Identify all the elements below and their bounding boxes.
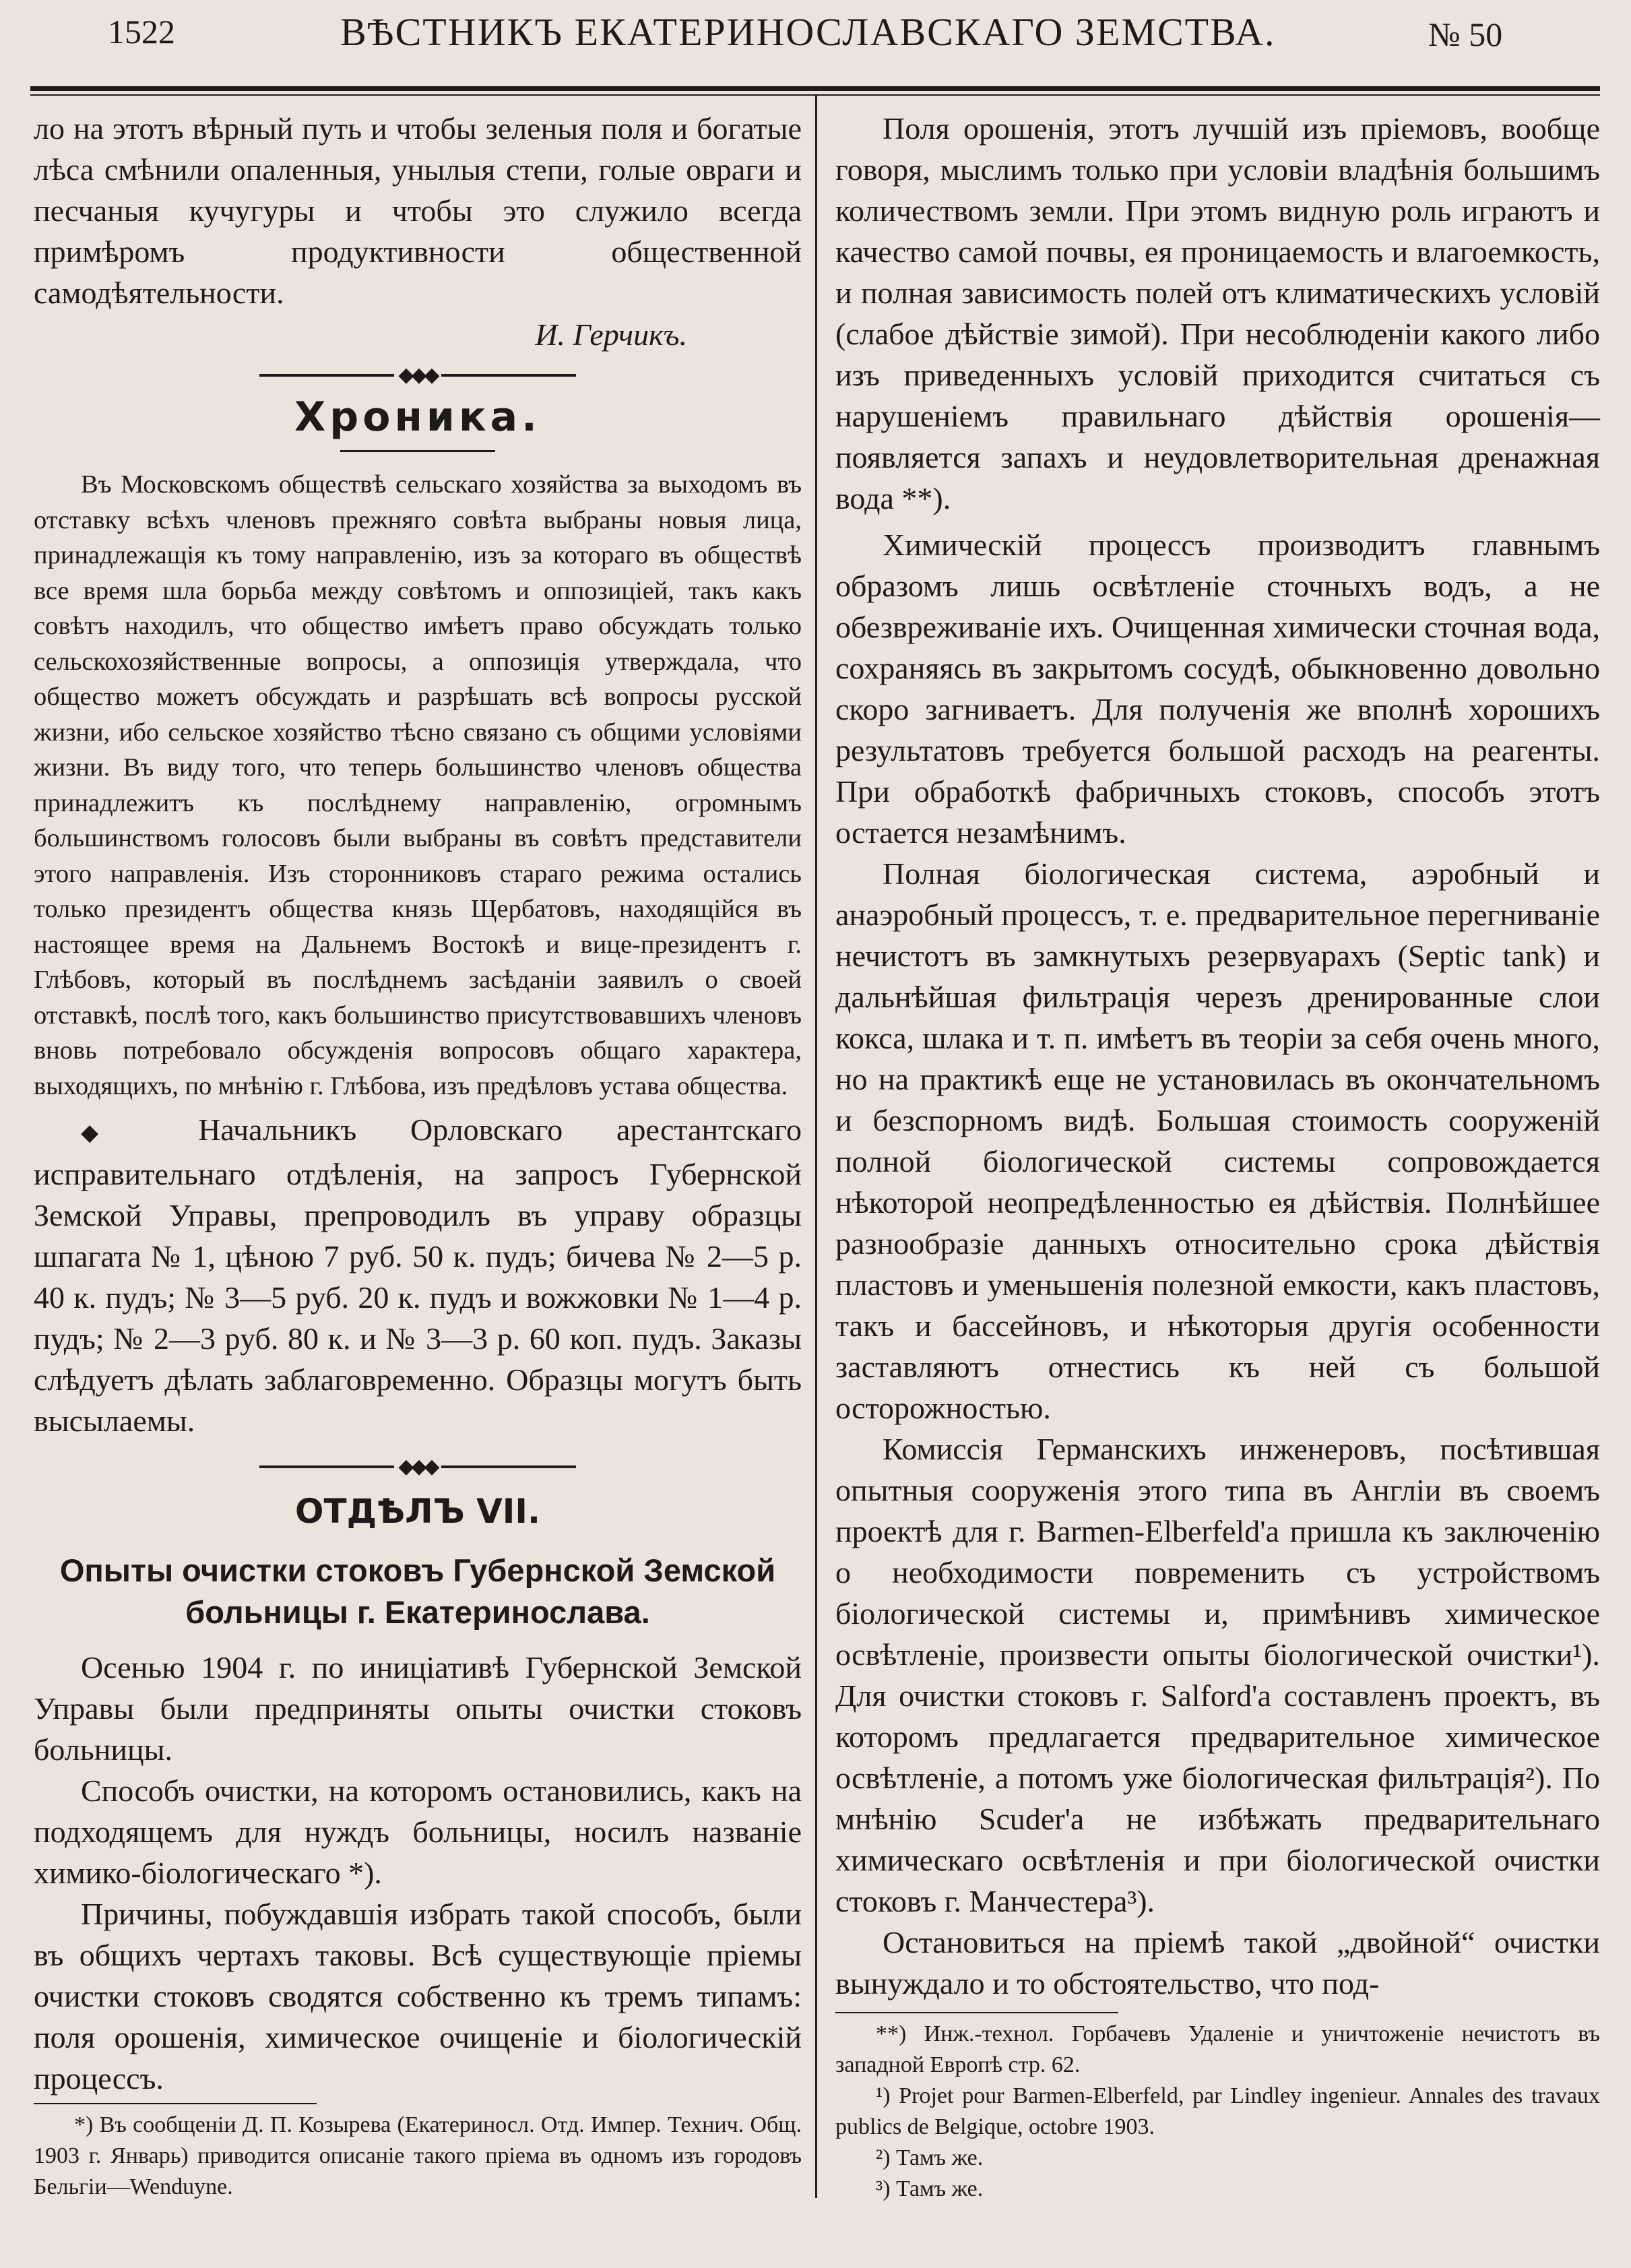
author-signature: И. Герчикъ. (535, 317, 687, 352)
footnote-double-star: **) Инж.-технол. Горбачевъ Удаленіе и уничтоженіе нечистотъ въ западной Европѣ стр. 62. (835, 2021, 1600, 2077)
issue-number: № 50 (1428, 15, 1503, 53)
right-column (835, 108, 1600, 2205)
right-paragraph-1: Поля орошенія, этотъ лучшій изъ пріемовъ, вообще говоря, мыслимъ только при условіи владѣнія большимъ количествомъ земли. При этомъ видную роль играютъ и качество самой почвы, ея проницаемость и влагоемкость, и полная зависимость полей отъ климатическихъ условій (слабое дѣйствіе зимой). При несоблюденіи какого либо изъ приведенныхъ условій приходится считаться съ нарушеніемъ правильнаго дѣйствія орошенія—появляется запахъ и неудовлетворительная дренажная вода **). (835, 111, 1600, 515)
footnote-rule-right (835, 2012, 1118, 2013)
diamond-bullet-icon: ◆ (81, 1121, 145, 1145)
header-rule-thick (30, 86, 1600, 91)
footnote-3: ³) Тамъ же. (876, 2176, 984, 2201)
chronicle-underline (340, 450, 495, 452)
page-header (27, 0, 1603, 74)
left-column (34, 108, 802, 2203)
article-paragraph-1: Осенью 1904 г. по иниціативѣ Губернской Земской Управы были предприняты опыты очистки стоковъ больницы. (34, 1650, 802, 1767)
right-paragraph-2: Химическій процессъ производитъ главнымъ образомъ лишь освѣтленіе сточныхъ водъ, а не обезвреживаніе ихъ. Очищенная химически сточная вода, сохраняясь въ закрытомъ сосудѣ, обыкновенно довольно скоро загниваетъ. Для полученія же вполнѣ хорошихъ результатовъ требуется большой расходъ на реагенты. При обработкѣ фабричныхъ стоковъ, способъ этотъ остается незамѣнимъ. (835, 528, 1600, 850)
footnote: *) Въ сообщеніи Д. П. Козырева (Екатериносл. Отд. Импер. Технич. Общ. 1903 г. Январь) приводится описаніе такого пріема въ одномъ изъ городовъ Бельгіи—Wenduyne. (34, 2112, 802, 2199)
article-paragraph-3: Причины, побуждавшія избрать такой способъ, были въ общихъ чертахъ таковы. Всѣ существующіе пріемы очистки стоковъ сводятся собственно къ тремъ типамъ: поля орошенія, химическое очищеніе и біологическій процессъ. (34, 1897, 802, 2096)
footnote-rule (34, 2103, 317, 2104)
chronicle-item-2-text: Начальникъ Орловскаго арестантскаго исправительнаго отдѣленія, на запросъ Губернской Земской Управы, препроводилъ въ управу образцы шпагата № 1, цѣною 7 руб. 50 к. пудъ; бичева № 2—5 р. 40 к. пудъ; № 3—5 руб. 20 к. пудъ и вожжовки № 1—4 р. пудъ; № 2—3 руб. 80 к. и № 3—3 р. 60 коп. пудъ. Заказы слѣдуетъ дѣлать заблаговременно. Образцы могутъ быть высылаемы. (34, 1112, 802, 1438)
right-paragraph-4: Комиссія Германскихъ инженеровъ, посѣтившая опытныя сооруженія этого типа въ Англіи въ своемъ проектѣ для г. Barmen-Elberfeld'а пришла къ заключенію о необходимости повременить съ устройствомъ біологической системы и, примѣнивъ химическое освѣтленіе, произвести опыты біологической очистки¹). Для очистки стоковъ г. Salford'а составленъ проектъ, въ которомъ предлагается предварительное химическое освѣтленіе, а потомъ уже біологическая фильтрація²). По мнѣнію Scuder'а не избѣжать предварительнаго химическаго освѣтленія и при біологической очистки стоковъ г. Манчестера³). (835, 1432, 1600, 1918)
ornament-divider-2 (34, 1455, 802, 1478)
ornament-line-right (441, 1466, 576, 1468)
ornament-line-left (259, 1466, 394, 1468)
right-paragraph-3: Полная біологическая система, аэробный и анаэробный процессъ, т. е. предварительное перегниваніе нечистотъ въ замкнутыхъ резервуарахъ (Septic tank) и дальнѣйшая фильтрація черезъ дренированные слои кокса, шлака и т. п. имѣетъ въ теоріи за себя очень много, но на практикѣ еще не установилась въ окончательномъ и безспорномъ видѣ. Большая стоимость сооруженій полной біологической системы сопровождается нѣкоторой неопредѣленностью ея дѣйствія. Полнѣйшее разнообразіе данныхъ относительно срока дѣйствія пластовъ и уменьшенія полезной емкости, какъ пластовъ, такъ и бассейновъ, и нѣкоторыя другія особенности заставляютъ отнестись къ ней съ большой осторожностью. (835, 856, 1600, 1425)
ornament-diamonds-icon: ◆◆◆ (398, 1455, 437, 1478)
ornament-divider (34, 363, 802, 387)
chronicle-item-2 (34, 1109, 802, 1441)
journal-title: ВѢСТНИКЪ ЕКАТЕРИНОСЛАВСКАГО ЗЕМСТВА. (340, 10, 1276, 54)
intro-paragraph: ло на этотъ вѣрный путь и чтобы зеленыя поля и богатые лѣса смѣнили опаленныя, унылыя степи, голые овраги и песчаныя кучугуры и чтобы это служило всегда примѣромъ продуктивности общественной самодѣятельности. (34, 111, 802, 310)
ornament-diamonds-icon: ◆◆◆ (398, 364, 437, 386)
column-divider (815, 96, 817, 2198)
page-number: 1522 (108, 13, 175, 51)
article-title: Опыты очистки стоковъ Губернской Земской больницы г. Екатеринослава. (59, 1552, 776, 1630)
ornament-line-right (441, 374, 576, 377)
ornament-line-left (259, 374, 394, 377)
chronicle-item-1: Въ Московскомъ обществѣ сельскаго хозяйства за выходомъ въ отставку всѣхъ членовъ прежняго совѣта выбраны новыя лица, принадлежащія къ тому направленію, изъ за котораго въ обществѣ все время шла борьба между совѣтомъ и оппозиціей, такъ какъ совѣтъ находилъ, что общество имѣетъ право обсуждать только сельскохозяйственные вопросы, а оппозиція утверждала, что общество можетъ обсуждать и разрѣшать всѣ вопросы русской жизни, ибо сельское хозяйство тѣсно связано съ общими условіями жизни. Въ виду того, что теперь большинство членовъ общества принадлежитъ къ послѣднему направленію, огромнымъ большинствомъ голосовъ были выбраны въ совѣтъ представители этого направленія. Изъ сторонниковъ стараго режима остались только президентъ общества князь Щербатовъ, находящійся въ настоящее время на Дальнемъ Востокѣ и вице-президентъ г. Глѣбовъ, который въ послѣднемъ засѣданіи заявилъ о своей отставкѣ, послѣ того, какъ большинство присутствовавшихъ членовъ вновь потребовало обсужденія вопросовъ общаго характера, выходящихъ, по мнѣнію г. Глѣбова, изъ предѣловъ устава общества. (34, 470, 802, 1100)
footnote-2: ²) Тамъ же. (876, 2145, 984, 2170)
chronicle-title: Хроника. (294, 393, 541, 441)
section-title: ОТДѢЛЪ VII. (295, 1492, 540, 1531)
article-paragraph-2: Способъ очистки, на которомъ остановились, какъ на подходящемъ для нуждъ больницы, носилъ названіе химико-біологическаго *). (34, 1773, 802, 1890)
footnote-1: ¹) Projet pour Barmen-Elberfeld, par Lindley ingenieur. Annales des travaux publics de Belgique, octobre 1903. (835, 2083, 1600, 2139)
right-paragraph-5: Остановиться на пріемѣ такой „двойной“ очистки вынуждало и то обстоятельство, что под- (835, 1925, 1600, 2001)
